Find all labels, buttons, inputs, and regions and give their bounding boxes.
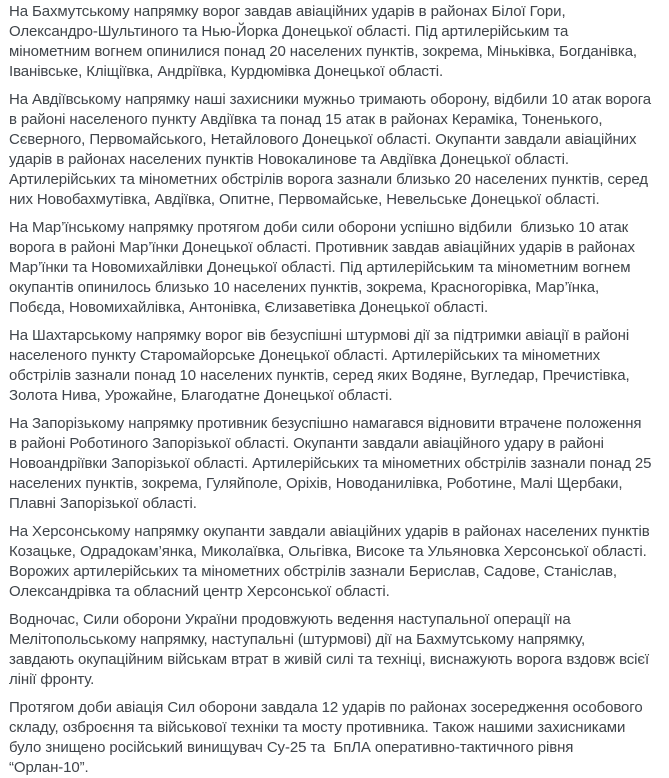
paragraph-avdiivka-direction: На Авдіївському напрямку наші захисники мужньо тримають оборону, відбили 10 атак ворога в районі населеного пункту Авдіївка та понад 15 атак в районах Кераміка, Тоненького, Сєверного, Первомайського, Нетайлового Донецької області. Окупанти завдали авіаційних ударів в районах населених пунктів Новокалинове та Авдіївка Донецької області. Артилерійських та мінометних обстрілів ворога зазнали близько 20 населених пунктів, серед них Новобахмутівка, Авдіївка, Опитне, Первомайське, Невельське Донецької області. (9, 91, 656, 208)
paragraph-zaporizhzhia-direction: На Запорізькому напрямку противник безуспішно намагався відновити втрачене положення в районі Роботиного Запорізької області. Окупанти завдали авіаційного удару в районі Новоандріївки Запорізької області. Артилерійських та мінометних обстрілів зазнали понад 25 населених пунктів, зокрема, Гуляйполе, Оріхів, Новоданилівка, Роботине, Малі Щербаки, Плавні Запорізької області. (9, 415, 656, 512)
paragraph-aviation-strikes: Протягом доби авіація Сил оборони завдала 12 ударів по районах зосередження особового складу, озброєння та військової техніки та мосту противника. Також нашими захисниками було знищено російський винищувач Су-25 та БпЛА оперативно-тактичного рівня “Орлан-10”. (9, 699, 647, 776)
paragraph-offensive-operations: Водночас, Сили оборони України продовжують ведення наступальної операції на Мелітопольському напрямку, наступальні (штурмові) дії на Бахмутському напрямку, завдають окупаційним військам втрат в живій силі та техніці, виснажують ворога вздовж всієї лінії фронту. (9, 611, 654, 688)
paragraph-kherson-direction: На Херсонському напрямку окупанти завдали авіаційних ударів в районах населених пунктів Козацьке, Одрадокам’янка, Миколаївка, Ольгівка, Високе та Ульяновка Херсонської області. Ворожих артилерійських та мінометних обстрілів зазнали Берислав, Садове, Станіслав, Олександрівка та обласний центр Херсонської області. (9, 523, 654, 600)
paragraph-marinka-direction: На Мар’їнському напрямку протягом доби сили оборони успішно відбили близько 10 атак ворога в районі Мар’їнки Донецької області. Противник завдав авіаційних ударів в районах Мар’їнки та Новомихайлівки Донецької області. Під артилерійським та мінометним вогнем окупантів опинилось близько 10 населених пунктів, зокрема, Красногорівка, Мар’їнка, Побєда, Новомихайлівка, Антонівка, Єлизаветівка Донецької області. (9, 219, 640, 316)
paragraph-shakhtarsk-direction: На Шахтарському напрямку ворог вів безуспішні штурмові дії за підтримки авіації в районі населеного пункту Старомайорське Донецької області. Артилерійських та мінометних обстрілів зазнали понад 10 населених пунктів, серед яких Водяне, Вугледар, Пречистівка, Золота Нива, Урожайне, Благодатне Донецької області. (9, 327, 634, 404)
paragraph-bakhmut-direction: На Бахмутському напрямку ворог завдав авіаційних ударів в районах Білої Гори, Олександро-Шультиного та Нью-Йорка Донецької області. Під артилерійським та мінометним вогнем опинилися понад 20 населених пунктів, зокрема, Міньківка, Богданівка, Іванівське, Кліщіївка, Андріївка, Курдюмівка Донецької області. (9, 3, 642, 80)
